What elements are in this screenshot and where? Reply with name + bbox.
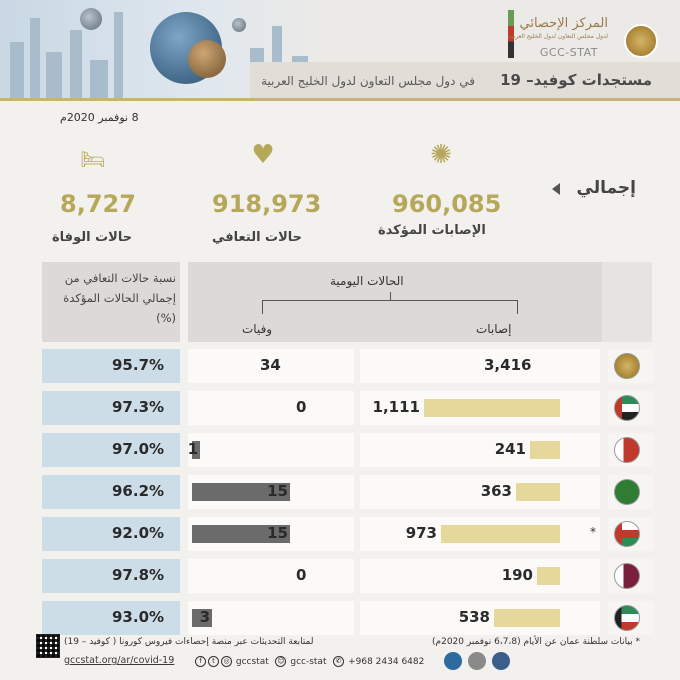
virus-image: [232, 18, 246, 32]
skyline-tower: [70, 30, 82, 100]
org-name-en: GCC-STAT: [539, 46, 598, 59]
globe-continent-image: [188, 40, 226, 78]
flag-kuwait-icon: [614, 605, 640, 631]
social-bar: [194, 656, 424, 667]
patient-bed-icon: 🛏: [80, 147, 106, 171]
page-title: مستجدات كوفيد– 19: [500, 71, 652, 89]
cases-bar: [494, 609, 560, 627]
total-confirmed-label: الإصابات المؤكدة: [378, 223, 486, 238]
partner-logo-icon: [492, 652, 510, 670]
report-date: 8 نوفمبر 2020م: [60, 111, 139, 124]
cases-value: 363: [480, 482, 512, 500]
cases-value: 190: [501, 566, 533, 584]
table-row: [42, 475, 654, 509]
col-header-deaths: وفيات: [242, 322, 273, 336]
cases-cell: [360, 433, 600, 467]
social-handle-2[interactable]: gcc-stat: [290, 657, 327, 667]
flag-saudi-icon: [614, 479, 640, 505]
deaths-value: 0: [296, 566, 307, 584]
social-handle[interactable]: gccstat: [235, 657, 269, 667]
table-row: [42, 601, 654, 635]
deaths-value: 15: [267, 524, 288, 542]
partner-logo-icon: [444, 652, 462, 670]
virus-icon: ✺: [430, 140, 452, 170]
facebook-icon[interactable]: f: [195, 656, 206, 667]
recovery-pct-value: 93.0%: [112, 608, 165, 626]
flag-header-cell: [602, 262, 652, 342]
total-deaths-label: حالات الوفاة: [52, 230, 133, 245]
qr-code-icon: [36, 634, 60, 658]
footer-oman-note: * بيانات سلطنة عمان عن الأيام (6،7،8 نوفمبر 2020م): [432, 637, 640, 647]
total-deaths-value: 8,727: [60, 190, 136, 218]
table-row: [42, 517, 654, 551]
cases-bar: [516, 483, 560, 501]
cases-value: 1,111: [372, 398, 420, 416]
skyline-tower: [114, 12, 123, 100]
recovery-pct-value: 97.0%: [112, 440, 165, 458]
cases-bar: [424, 399, 560, 417]
deaths-value: 34: [260, 356, 281, 374]
covid-platform-link[interactable]: gccstat.org/ar/covid-19: [64, 655, 175, 666]
whatsapp-icon[interactable]: ✆: [333, 656, 344, 667]
bracket-divider: [262, 300, 518, 314]
recovery-pct-value: 92.0%: [112, 524, 165, 542]
snapchat-icon[interactable]: ☺: [277, 657, 285, 665]
flag-qatar-icon: [614, 563, 640, 589]
deaths-value: 1: [187, 440, 198, 458]
cases-value: 973: [405, 524, 437, 542]
deaths-value: 3: [199, 608, 210, 626]
deaths-value: 0: [296, 398, 307, 416]
cases-bar: [530, 441, 560, 459]
skyline-tower: [46, 52, 62, 100]
total-recovered-label: حالات التعافي: [212, 230, 303, 245]
org-name-ar: المركز الإحصائي: [519, 16, 608, 31]
page-subtitle: في دول مجلس التعاون لدول الخليج العربية: [261, 74, 475, 88]
instagram-icon[interactable]: ◎: [221, 656, 232, 667]
flag-uae-icon: [614, 395, 640, 421]
gcc-emblem-icon: [624, 24, 658, 58]
deaths-cell: [188, 433, 354, 467]
cases-bar: [441, 525, 560, 543]
cases-value: 241: [494, 440, 526, 458]
table-row: [42, 433, 654, 467]
deaths-value: 15: [267, 482, 288, 500]
recovery-pct-value: 97.3%: [112, 398, 165, 416]
recovery-pct-value: 95.7%: [112, 356, 165, 374]
oman-footnote-marker: *: [590, 525, 596, 539]
total-confirmed-value: 960,085: [392, 190, 502, 218]
heartbeat-icon: ♥: [251, 140, 275, 170]
cases-bar: [537, 567, 560, 585]
cases-value: 538: [458, 608, 490, 626]
flag-gcc-icon: [614, 353, 640, 379]
cases-cell: [360, 559, 600, 593]
bracket-divider: [390, 292, 391, 300]
virus-image: [80, 8, 102, 30]
partner-logo-icon: [468, 652, 486, 670]
col-header-cases: إصابات: [476, 322, 512, 336]
phone-number[interactable]: +968 2434 6482: [348, 657, 425, 667]
table-row: [42, 391, 654, 425]
skyline-tower: [90, 60, 108, 100]
flag-oman-icon: [614, 521, 640, 547]
skyline-tower: [30, 18, 40, 100]
deaths-cell: [188, 601, 354, 635]
deaths-cell: [188, 391, 354, 425]
header-divider: [0, 98, 680, 101]
table-row: [42, 559, 654, 593]
recovery-pct-value: 97.8%: [112, 566, 165, 584]
cases-cell: [360, 349, 600, 383]
totals-label: إجمالي: [576, 178, 636, 198]
deaths-cell: [188, 559, 354, 593]
org-subtitle-ar: لدول مجلس التعاون لدول الخليج العربية: [508, 33, 608, 40]
total-recovered-value: 918,973: [212, 190, 322, 218]
twitter-icon[interactable]: t: [208, 656, 219, 667]
footer-follow-text: لمتابعة التحديثات عبر منصة إحصاءات فيروس كورونا ( كوفيد – 19): [64, 637, 314, 647]
skyline-tower: [10, 42, 24, 100]
flag-bahrain-icon: [614, 437, 640, 463]
triangle-marker-icon: [552, 183, 560, 195]
table-row: [42, 349, 654, 383]
daily-cases-title: الحالات اليومية: [330, 274, 404, 288]
col-header-recovery-pct: نسبة حالات التعافي من إجمالي الحالات المؤكدة (%): [63, 271, 176, 325]
recovery-pct-value: 96.2%: [112, 482, 165, 500]
cases-value: 3,416: [484, 356, 532, 374]
